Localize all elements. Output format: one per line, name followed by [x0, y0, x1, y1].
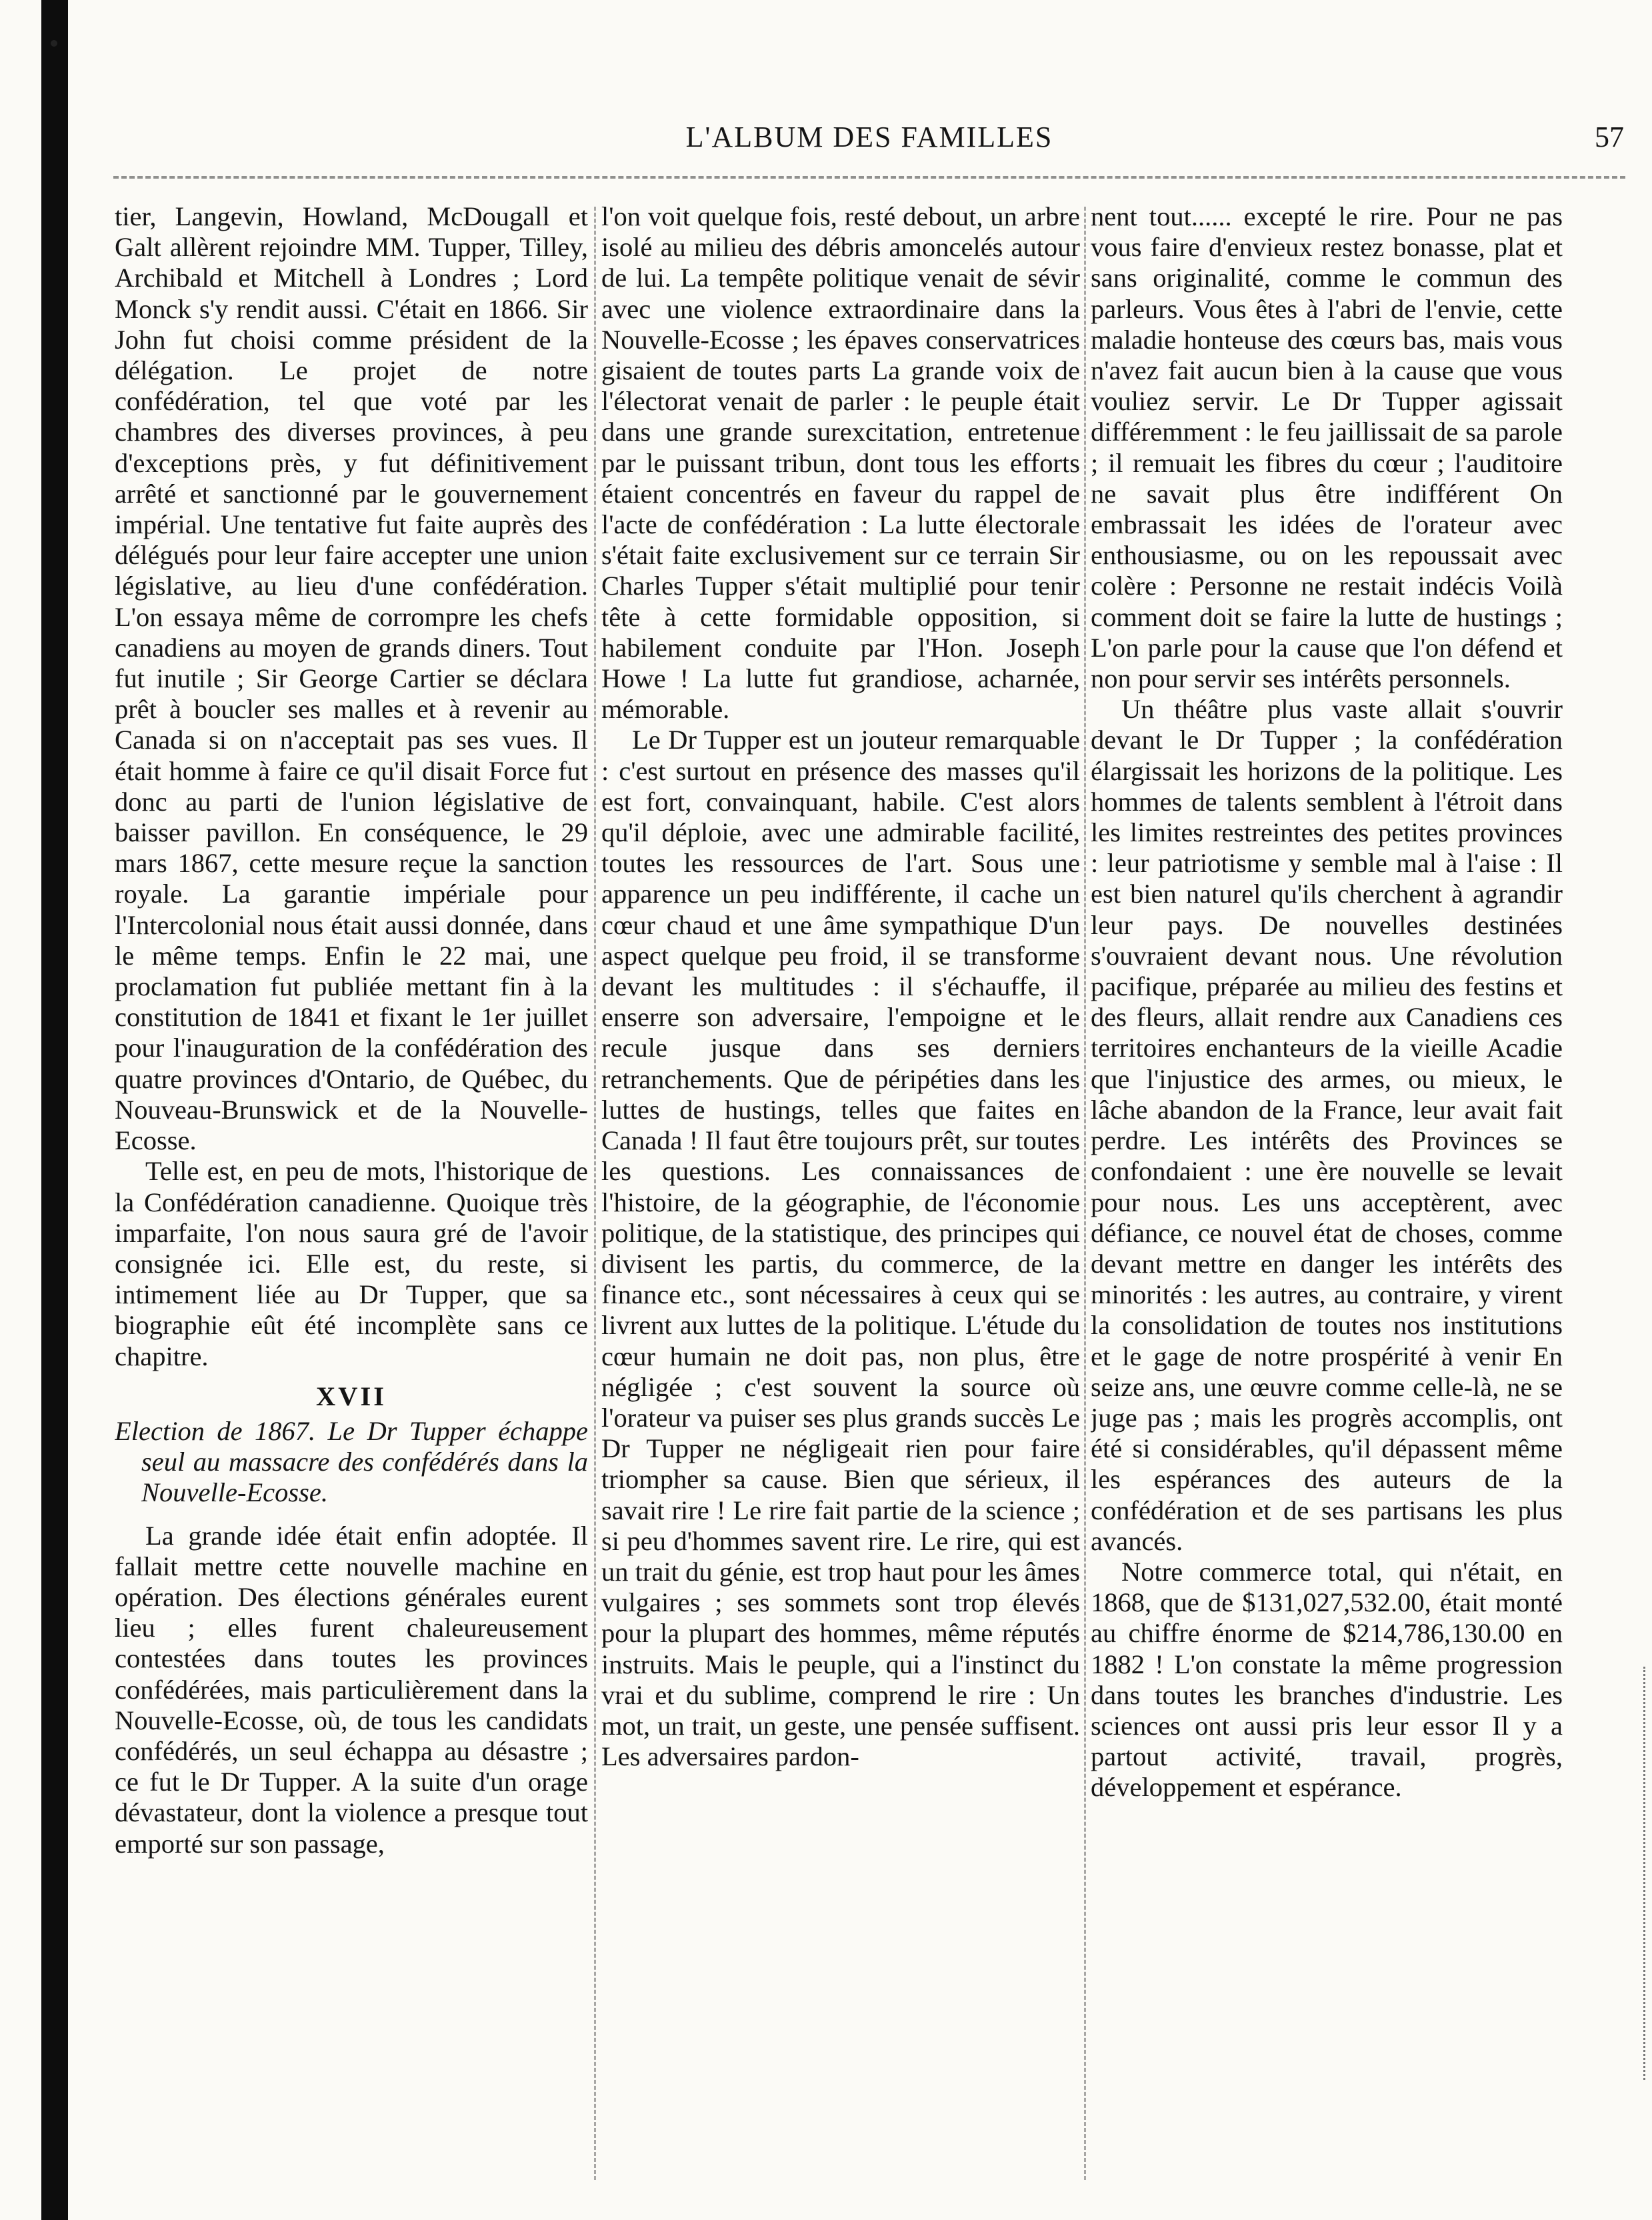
text-column-2 — [601, 201, 1080, 2193]
paragraph: Notre commerce total, qui n'était, en 1868, que de $131,027,532.00, était monté au chiffre énorme de $214,786,130.00 en 1882 ! L'on constate la même progression dans toutes les branches d'industrie. Les sciences ont aussi pris leur essor Il y a partout activité, travail, progrès, développement et espérance. — [1091, 1556, 1563, 1803]
text-column-3 — [1091, 201, 1563, 2193]
column-divider — [594, 207, 596, 2180]
paragraph: Un théâtre plus vaste allait s'ouvrir devant le Dr Tupper ; la confédération élargissait les horizons de la politique. Les hommes de talents semblent à l'étroit dans les limites restreintes des petites provinces : leur patriotisme y semble mal à l'aise : Il est bien naturel qu'ils cherchent à agrandir leur pays. De nouvelles destinées s'ouvraient devant nous. Une révolution pacifique, préparée au milieu des festins et des fleurs, allait rendre aux Canadiens ces territoires enchanteurs de la vieille Acadie que l'injustice des armes, ou mieux, le lâche abandon de la France, leur avait fait perdre. Les intérêts des Provinces se confondaient : une ère nouvelle se levait pour nous. Les uns acceptèrent, avec défiance, ce nouvel état de choses, comme devant mettre en danger les intérêts des minorités : les autres, au contraire, y virent la consolidation de toutes nos institutions et le gage de notre prospérité à venir En seize ans, une œuvre comme celle-là, ne se juge pas ; mais les progrès accomplis, ont été si considérables, qu'il dépassent même les espérances des auteurs de la confédération et de ses partisans les plus avancés. — [1091, 694, 1563, 1556]
spine-mark — [51, 40, 57, 47]
paragraph: tier, Langevin, Howland, McDougall et Galt allèrent rejoindre MM. Tupper, Tilley, Archibald et Mitchell à Londres ; Lord Monck s'y rendit aussi. C'était en 1866. Sir John fut choisi comme président de la délégation. Le projet de notre confédération, tel que voté par les chambres des diverses provinces, à peu d'exceptions près, y fut définitivement arrêté et sanctionné par le gouvernement impérial. Une tentative fut faite auprès des délégués pour leur faire accepter une union législative, au lieu d'une confédération. L'on essaya même de corrompre les chefs canadiens au moyen de grands diners. Tout fut inutile ; Sir George Cartier se déclara prêt à boucler ses malles et à revenir au Canada si on n'acceptait pas ses vues. Il était homme à faire ce qu'il disait Force fut donc au parti de l'union législative de baisser pavillon. En conséquence, le 29 mars 1867, cette mesure reçue la sanction royale. La garantie impériale pour l'Intercolonial nous était aussi donnée, dans le même temps. Enfin le 22 mai, une proclamation fut publiée mettant fin à la constitution de 1841 et fixant le 1er juillet pour l'inauguration de la confédération des quatre provinces d'Ontario, de Québec, du Nouveau-Brunswick et de la Nouvelle-Ecosse. — [115, 201, 588, 1156]
paragraph: nent tout...... excepté le rire. Pour ne pas vous faire d'envieux restez bonasse, plat et sans originalité, comme le commun des parleurs. Vous êtes à l'abri de l'envie, cette maladie honteuse des cœurs bas, mais vous n'avez fait aucun bien à la cause que vous vouliez servir. Le Dr Tupper agissait différemment : le feu jaillissait de sa parole ; il remuait les fibres du cœur ; l'auditoire ne savait plus être indifférent On embrassait les idées de l'orateur avec enthousiasme, ou on les repoussait avec colère : Personne ne restait indécis Voilà comment doit se faire la lutte de hustings ; L'on parle pour la cause que l'on défend et non pour servir ses intérêts personnels. — [1091, 201, 1563, 694]
paragraph: Telle est, en peu de mots, l'historique de la Confédération canadienne. Quoique très imparfaite, l'on nous saura gré de l'avoir consignée ici. Elle est, du reste, si intimement liée au Dr Tupper, que sa biographie eût été incomplète sans ce chapitre. — [115, 1156, 588, 1371]
binding-spine — [41, 0, 68, 2220]
page-number: 57 — [1595, 121, 1624, 153]
section-number: XVII — [315, 1381, 387, 1411]
page-edge-mark — [1643, 1667, 1648, 2080]
page-header — [107, 120, 1632, 167]
column-divider — [1084, 207, 1086, 2180]
header-rule — [113, 176, 1625, 179]
running-title: L'ALBUM DES FAMILLES — [685, 121, 1053, 153]
text-column-1 — [115, 201, 588, 2193]
section-summary: Election de 1867. Le Dr Tupper échappe seul au massacre des confédérés dans la Nouvelle-Ecosse. — [115, 1415, 588, 1508]
paragraph: La grande idée était enfin adoptée. Il fallait mettre cette nouvelle machine en opération. Des élections générales eurent lieu ; elles furent chaleureusement contestées dans toutes les provinces confédérées, mais particulièrement dans la Nouvelle-Ecosse, où, de tous les candidats confédérés, un seul échappa au désastre ; ce fut le Dr Tupper. A la suite d'un orage dévastateur, dont la violence a presque tout emporté sur son passage, — [115, 1520, 588, 1859]
paragraph: l'on voit quelque fois, resté debout, un arbre isolé au milieu des débris amoncelés autour de lui. La tempête politique venait de sévir avec une violence extraordinaire dans la Nouvelle-Ecosse ; les épaves conservatrices gisaient de toutes parts La grande voix de l'électorat venait de parler : le peuple était dans une grande surexcitation, entretenue par le puissant tribun, dont tous les efforts étaient concentrés en faveur du rappel de l'acte de confédération : La lutte électorale s'était faite exclusivement sur ce terrain Sir Charles Tupper s'était multiplié pour tenir tête à cette formidable opposition, si habilement conduite par l'Hon. Joseph Howe ! La lutte fut grandiose, acharnée, mémorable. — [601, 201, 1080, 725]
paragraph: Le Dr Tupper est un jouteur remarquable : c'est surtout en présence des masses qu'il est fort, convainquant, habile. C'est alors qu'il déploie, avec une admirable facilité, toutes les ressources de l'art. Sous une apparence un peu indifférente, il cache un cœur chaud et une âme sympathique D'un aspect quelque peu froid, il se transforme devant les multitudes : il s'échauffe, il enserre son adversaire, l'empoigne et le recule jusque dans ses derniers retranchements. Que de péripéties dans les luttes de hustings, telles que faites en Canada ! Il faut être toujours prêt, sur toutes les questions. Les connaissances de l'histoire, de la géographie, de l'économie politique, de la statistique, des principes qui divisent les partis, du commerce, de la finance etc., sont nécessaires à ceux qui se livrent aux luttes de la politique. L'étude du cœur humain ne doit pas, non plus, être négligée ; c'est souvent la source où l'orateur va puiser ses plus grands succès Le Dr Tupper ne négligeait rien pour faire triompher sa cause. Bien que sérieux, il savait rire ! Le rire fait partie de la science ; si peu d'hommes savent rire. Le rire, qui est un trait du génie, est trop haut pour les âmes vulgaires ; ses sommets sont trop élevés pour la plupart des hommes, même réputés instruits. Mais le peuple, qui a l'instinct du vrai et du sublime, comprend le rire : Un mot, un trait, un geste, une pensée suffisent. Les adversaires pardon- — [601, 725, 1080, 1772]
